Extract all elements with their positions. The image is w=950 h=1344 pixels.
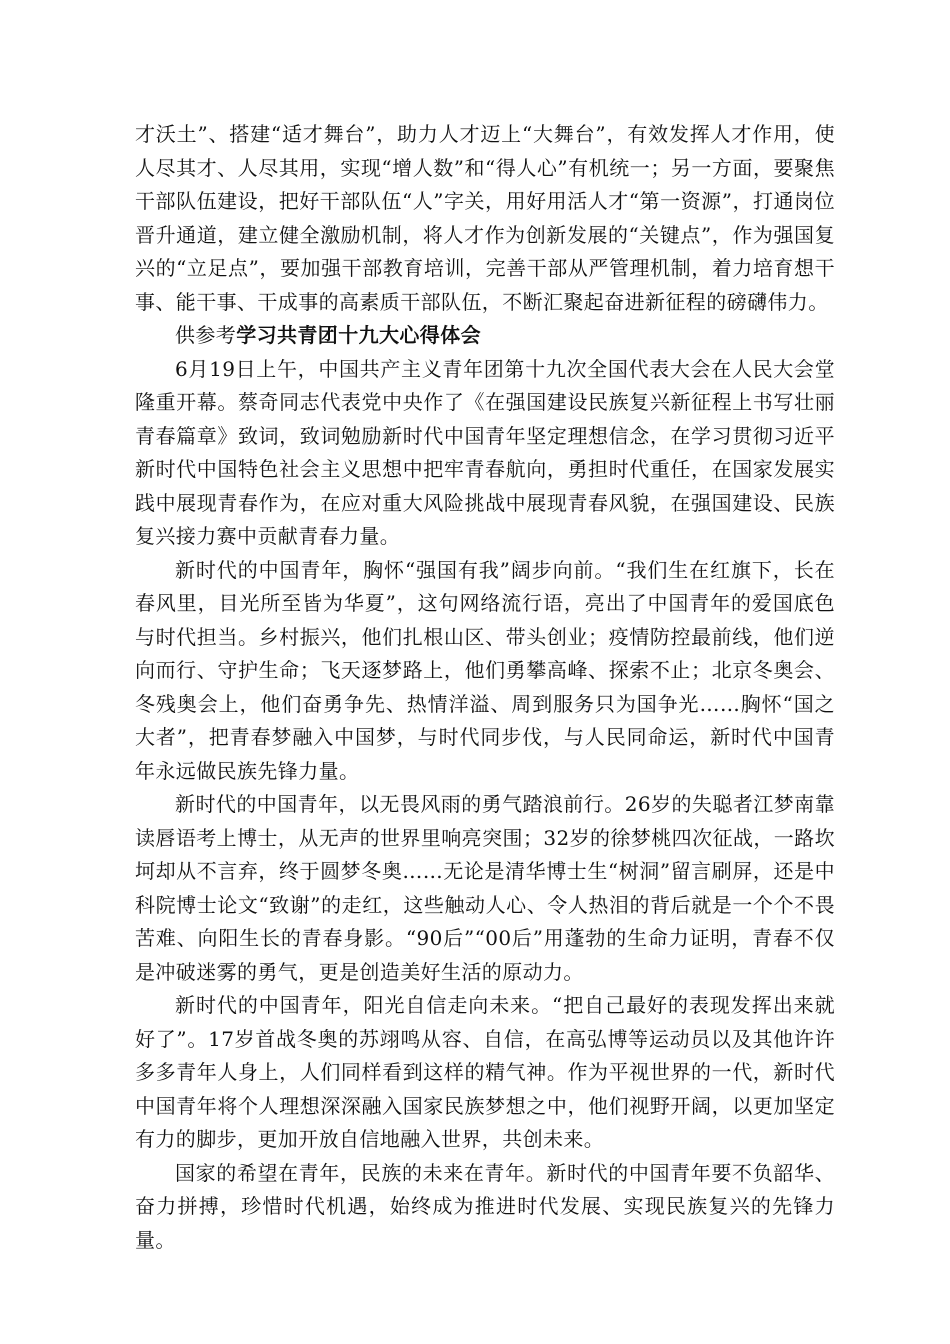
- paragraph-congress-opening: 6月19日上午，中国共产主义青年团第十九次全国代表大会在人民大会堂隆重开幕。蔡奇同志代表党中央作了《在强国建设民族复兴新征程上书写壮丽青春篇章》致词，致词勉励新时代中国青年坚定理想信念，在学习贯彻习近平新时代中国特色社会主义思想中把牢青春航向，勇担时代重任，在国家发展实践中展现青春作为，在应对重大风险挑战中展现青春风貌，在强国建设、民族复兴接力赛中贡献青春力量。: [135, 356, 835, 548]
- paragraph-confidence: 新时代的中国青年，阳光自信走向未来。“把自己最好的表现发挥出来就好了”。17岁首战冬奥的苏翊鸣从容、自信，在高弘博等运动员以及其他许许多多青年人身上，人们同样看到这样的精气神。作为平视世界的一代，新时代中国青年将个人理想深深融入国家民族梦想之中，他们视野开阔，以更加坚定有力的脚步，更加开放自信地融入世界，共创未来。: [135, 993, 835, 1151]
- section-heading: [135, 319, 835, 353]
- paragraph-conclusion: 国家的希望在青年，民族的未来在青年。新时代的中国青年要不负韶华、奋力拼搏，珍惜时代机遇，始终成为推进时代发展、实现民族复兴的先锋力量。: [135, 1160, 835, 1252]
- document-page: [135, 118, 835, 1257]
- heading-title: 学习共青团十九大心得体会: [236, 323, 482, 347]
- paragraph-continuation: 才沃土”、搭建“适才舞台”，助力人才迈上“大舞台”，有效发挥人才作用，使人尽其才、人尽其用，实现“增人数”和“得人心”有机统一；另一方面，要聚焦干部队伍建设，把好干部队伍“人”字关，用好用活人才“第一资源”，打通岗位晋升通道，建立健全激励机制，将人才作为创新发展的“关键点”，作为强国复兴的“立足点”，要加强干部教育培训，完善干部从严管理机制，着力培育想干事、能干事、干成事的高素质干部队伍，不断汇聚起奋进新征程的磅礴伟力。: [135, 122, 835, 314]
- paragraph-patriotism: 新时代的中国青年，胸怀“强国有我”阔步向前。“我们生在红旗下，长在春风里，目光所至皆为华夏”，这句网络流行语，亮出了中国青年的爱国底色与时代担当。乡村振兴，他们扎根山区、带头创业；疫情防控最前线，他们逆向而行、守护生命；飞天逐梦路上，他们勇攀高峰、探索不止；北京冬奥会、冬残奥会上，他们奋勇争先、热情洋溢、周到服务只为国争光……胸怀“国之大者”，把青春梦融入中国梦，与时代同步伐，与人民同命运，新时代中国青年永远做民族先锋力量。: [135, 557, 835, 783]
- paragraph-courage: 新时代的中国青年，以无畏风雨的勇气踏浪前行。26岁的失聪者江梦南靠读唇语考上博士，从无声的世界里响亮突围；32岁的徐梦桃四次征战，一路坎坷却从不言弃，终于圆梦冬奥……无论是清华博士生“树洞”留言刷屏，还是中科院博士论文“致谢”的走红，这些触动人心、令人热泪的背后就是一个个不畏苦难、向阳生长的青春身影。“90后”“00后”用蓬勃的生命力证明，青春不仅是冲破迷雾的勇气，更是创造美好生活的原动力。: [135, 792, 835, 984]
- heading-prefix: 供参考: [175, 323, 237, 347]
